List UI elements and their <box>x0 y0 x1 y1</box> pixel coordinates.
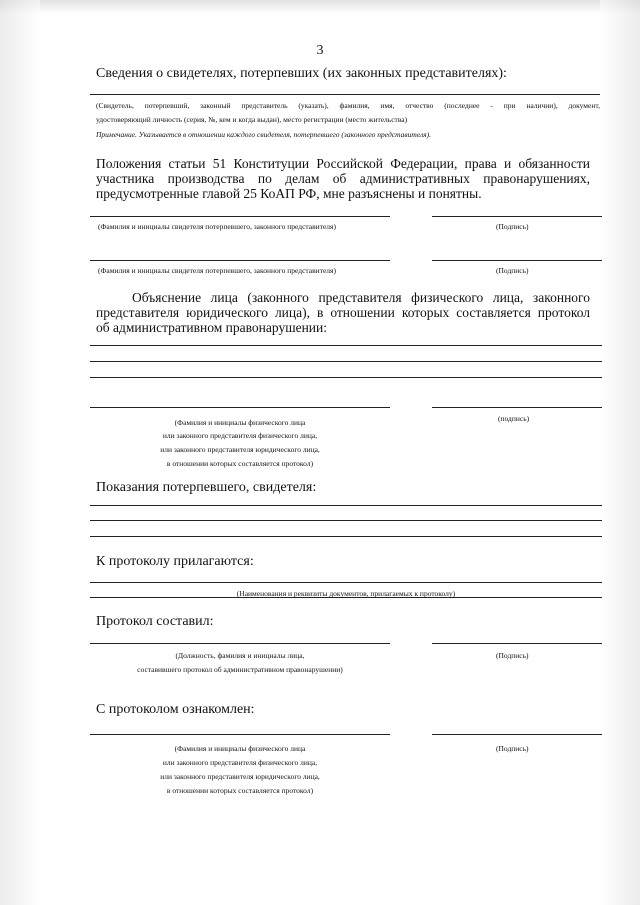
witnesses-heading: Сведения о свидетелях, потерпевших (их законных представителях): <box>96 66 507 81</box>
signature-line <box>90 407 390 408</box>
explanation-line-1: Объяснение лица (законного представителя физического лица, законного <box>132 290 590 305</box>
signature-line <box>432 734 602 735</box>
explanation-caption-3: или законного представителя юридического лица, <box>160 445 320 454</box>
witnesses-hint-1: (Свидетель, потерпевший, законный представитель (указать), фамилия, имя, отчество (последнее - при наличии), документ, <box>96 101 600 110</box>
acquainted-caption-3: или законного представителя юридического лица, <box>160 772 320 781</box>
explanation-sign: (подпись) <box>498 414 530 423</box>
explanation-caption-4: в отношении которых составляется протокол) <box>166 459 314 468</box>
composed-heading: Протокол составил: <box>96 614 214 629</box>
answer-line <box>90 536 602 537</box>
composed-caption-1: (Должность, фамилия и инициалы лица, <box>175 651 305 660</box>
rights-sig2-sign: (Подпись) <box>496 266 529 275</box>
composed-caption-2: составившего протокол об административном правонарушении) <box>137 665 343 674</box>
explanation-caption-2: или законного представителя физического лица, <box>162 431 318 440</box>
signature-line <box>90 216 390 217</box>
signature-line <box>432 407 602 408</box>
explanation-line-2: представителя юридического лица), в отношении которых составляется протокол <box>96 305 590 320</box>
witnesses-hint-2: удостоверяющий личность (серия, №, кем и когда выдан), место регистрации (место жительства) <box>96 115 408 124</box>
scan-shade-left <box>0 0 40 905</box>
rights-line-2: участника производства по делам об административных правонарушениях, <box>96 171 590 186</box>
composed-sign: (Подпись) <box>496 651 529 660</box>
answer-line <box>90 361 602 362</box>
acquainted-caption-4: в отношении которых составляется протокол) <box>166 786 314 795</box>
answer-line <box>90 345 602 346</box>
signature-line <box>90 643 390 644</box>
witnesses-note: Примечание. Указывается в отношении каждого свидетеля, потерпевшего (законного представителя). <box>96 130 432 139</box>
scan-shade-top <box>0 0 640 14</box>
rights-line-3: предусмотренные главой 25 КоАП РФ, мне разъяснены и понятны. <box>96 186 482 201</box>
signature-line <box>90 734 390 735</box>
testimony-heading: Показания потерпевшего, свидетеля: <box>96 480 317 495</box>
signature-line <box>432 216 602 217</box>
acquainted-caption-2: или законного представителя физического лица, <box>162 758 318 767</box>
rights-sig1-caption: (Фамилия и инициалы свидетеля потерпевшего, законного представителя) <box>98 222 336 231</box>
signature-line <box>90 260 390 261</box>
answer-line <box>90 582 602 583</box>
scan-shade-right <box>600 0 640 905</box>
answer-line <box>90 377 602 378</box>
signature-line <box>432 260 602 261</box>
acquainted-heading: С протоколом ознакомлен: <box>96 702 255 717</box>
answer-line <box>90 520 602 521</box>
explanation-caption-1: (Фамилия и инициалы физического лица <box>174 418 306 427</box>
acquainted-caption-1: (Фамилия и инициалы физического лица <box>174 744 306 753</box>
page-number: 3 <box>316 43 324 58</box>
answer-line <box>90 505 602 506</box>
underline <box>90 94 600 95</box>
rights-sig1-sign: (Подпись) <box>496 222 529 231</box>
attachments-caption: (Наименования и реквизиты документов, прилагаемых к протоколу) <box>236 589 456 598</box>
attachments-heading: К протоколу прилагаются: <box>96 554 254 569</box>
signature-line <box>432 643 602 644</box>
rights-sig2-caption: (Фамилия и инициалы свидетеля потерпевшего, законного представителя) <box>98 266 336 275</box>
rights-line-1: Положения статьи 51 Конституции Российской Федерации, права и обязанности <box>96 156 590 171</box>
explanation-line-3: об административном правонарушении: <box>96 320 328 335</box>
acquainted-sign: (Подпись) <box>496 744 529 753</box>
